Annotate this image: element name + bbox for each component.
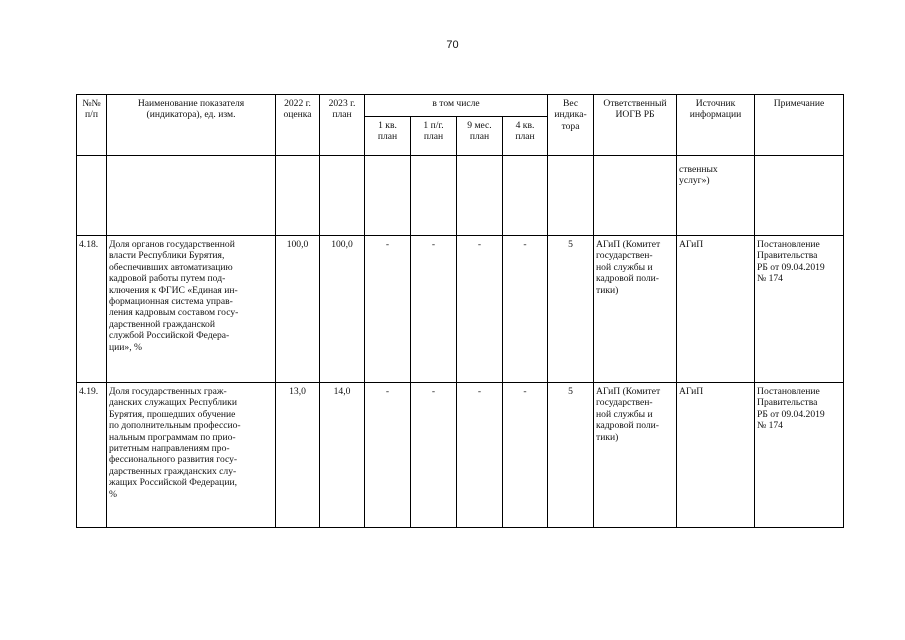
cell-weight: 5 [548, 236, 594, 383]
cell-responsible: АГиП (Комитет государствен- ной службы и кадровой поли- тики) [594, 236, 677, 383]
cell-q4: - [503, 236, 548, 383]
indicators-table [76, 94, 844, 528]
col-header-note: Примечание [755, 95, 844, 156]
cell-empty [503, 156, 548, 236]
table-row [77, 236, 844, 383]
cell-source: АГиП [677, 383, 755, 528]
col-header-source: Источник информации [677, 95, 755, 156]
col-header-including: в том числе [365, 95, 548, 117]
col-header-responsible: Ответственный ИОГВ РБ [594, 95, 677, 156]
col-header-name: Наименование показателя (индикатора), ед. изм. [107, 95, 276, 156]
cell-number: 4.18. [77, 236, 107, 383]
cell-q4: - [503, 383, 548, 528]
cell-indicator-name: Доля органов государственной власти Республики Бурятия, обеспечивших автоматизацию кадровой работы путем под- ключения к ФГИС «Единая ин- формационная система управ- ления кадровым составом госу- дарственной гражданской службой Российской Федера- ции», % [107, 236, 276, 383]
cell-q1: - [365, 383, 411, 528]
cell-empty [457, 156, 503, 236]
cell-empty [77, 156, 107, 236]
table-row-continuation [77, 156, 844, 236]
cell-empty [365, 156, 411, 236]
cell-responsible: АГиП (Комитет государствен- ной службы и кадровой поли- тики) [594, 383, 677, 528]
col-header-9m: 9 мес. план [457, 117, 503, 156]
col-header-number: №№ п/п [77, 95, 107, 156]
cell-h1: - [411, 236, 457, 383]
cell-weight: 5 [548, 383, 594, 528]
cell-q1: - [365, 236, 411, 383]
page-number: 70 [446, 39, 459, 51]
cell-note: Постановление Правительства РБ от 09.04.2019 № 174 [755, 383, 844, 528]
col-header-2022: 2022 г. оценка [276, 95, 320, 156]
cell-empty [755, 156, 844, 236]
cell-empty [107, 156, 276, 236]
cell-2022: 13,0 [276, 383, 320, 528]
col-header-2023: 2023 г. план [320, 95, 365, 156]
table-row [77, 383, 844, 528]
cell-empty [411, 156, 457, 236]
cell-empty [276, 156, 320, 236]
cell-number: 4.19. [77, 383, 107, 528]
header-row-top [77, 95, 844, 117]
cell-9m: - [457, 383, 503, 528]
col-header-weight: Вес индика- тора [548, 95, 594, 156]
cell-empty [548, 156, 594, 236]
cell-note: Постановление Правительства РБ от 09.04.2019 № 174 [755, 236, 844, 383]
cell-9m: - [457, 236, 503, 383]
cell-h1: - [411, 383, 457, 528]
cell-source: АГиП [677, 236, 755, 383]
col-header-q4: 4 кв. план [503, 117, 548, 156]
cell-2023: 100,0 [320, 236, 365, 383]
cell-empty [594, 156, 677, 236]
col-header-q1: 1 кв. план [365, 117, 411, 156]
cell-2022: 100,0 [276, 236, 320, 383]
cell-2023: 14,0 [320, 383, 365, 528]
cell-source-continuation: ственных услуг») [677, 156, 755, 236]
col-header-h1: 1 п/г. план [411, 117, 457, 156]
cell-indicator-name: Доля государственных граж- данских служащих Республики Бурятия, прошедших обучение по дополнительным профессио- нальным программам по прио- ритетным направлениям про- фессионального развития госу- дарственных гражданских слу- жащих Российской Федерации, % [107, 383, 276, 528]
cell-empty [320, 156, 365, 236]
